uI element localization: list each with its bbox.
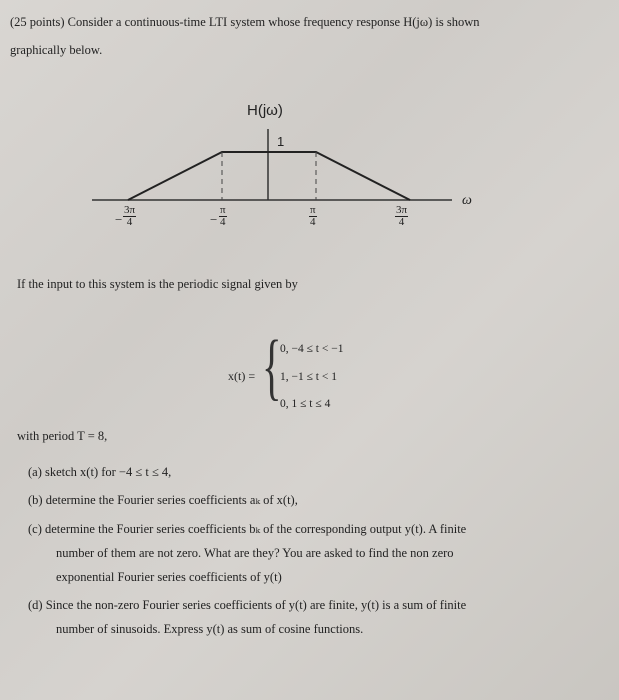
part-c-line-1: (c) determine the Fourier series coefficients bₖ of the corresponding output y(t). A finite [28, 522, 467, 536]
graph-title: H(jω) [247, 102, 283, 119]
omega-axis-label: ω [462, 193, 472, 208]
tick-sign: − [210, 212, 218, 227]
tick-sign: − [115, 212, 123, 227]
intro-line-2: graphically below. [10, 43, 103, 57]
response-trapezoid [128, 152, 410, 200]
period-line: with period T = 8, [17, 429, 108, 443]
tick-label-3pi4: $\frac{3\pi}{4}$ [396, 204, 408, 228]
intro-line-1: (25 points) Consider a continuous-time LTI system whose frequency response H(jω) is shown [10, 15, 480, 29]
tick-label-neg-3pi4: $\frac{3\pi}{4}$ [124, 204, 136, 228]
part-c-line-3: exponential Fourier series coefficients of y(t) [56, 570, 282, 584]
piecewise-case-1: 0, −4 ≤ t < −1 [280, 343, 344, 355]
piecewise-case-3: 0, 1 ≤ t ≤ 4 [280, 398, 331, 410]
tick-label-pi4: $\frac{\pi}{4}$ [310, 204, 316, 228]
part-a: (a) sketch x(t) for −4 ≤ t ≤ 4, [28, 465, 172, 479]
part-b: (b) determine the Fourier series coefficients aₖ of x(t), [28, 493, 298, 507]
piecewise-lhs: x(t) = [228, 369, 256, 383]
tick-label-neg-pi4: $\frac{\pi}{4}$ [220, 204, 226, 228]
graph-peak-label: 1 [277, 134, 285, 149]
piecewise-brace: { [262, 326, 282, 408]
piecewise-case-2: 1, −1 ≤ t < 1 [280, 371, 337, 383]
part-c-line-2: number of them are not zero. What are they? You are asked to find the non zero [56, 546, 454, 560]
part-d-line-1: (d) Since the non-zero Fourier series coefficients of y(t) are finite, y(t) is a sum of finite [28, 598, 467, 612]
part-d-line-2: number of sinusoids. Express y(t) as sum of cosine functions. [56, 622, 364, 636]
input-signal-line: If the input to this system is the periodic signal given by [17, 277, 298, 291]
